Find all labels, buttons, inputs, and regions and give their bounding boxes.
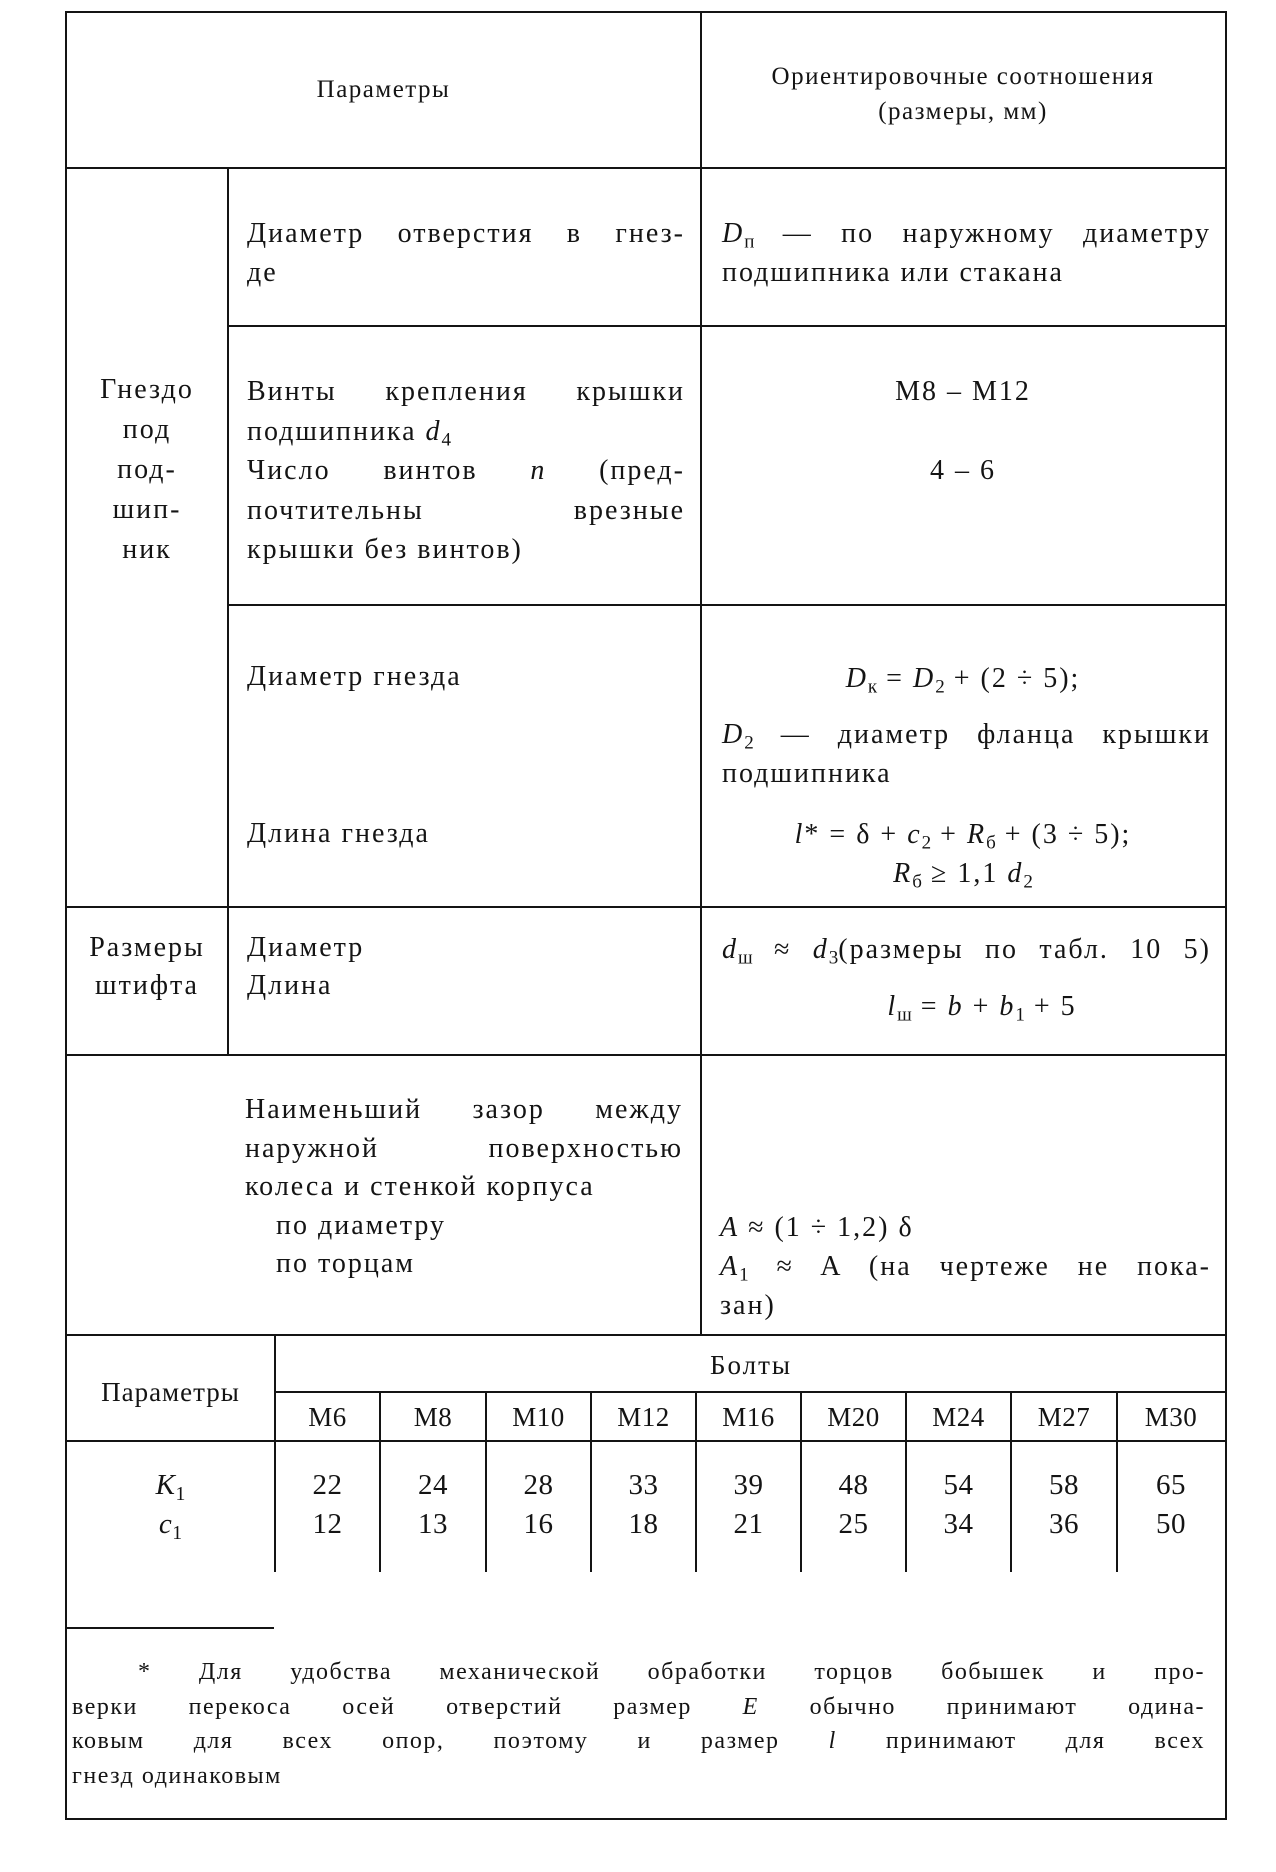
ratio-screw-size: M8 – M12 bbox=[895, 376, 1031, 407]
frame-bottom-border bbox=[65, 1818, 1227, 1820]
formula-sub: 1 bbox=[172, 1521, 183, 1544]
formula-line bbox=[720, 1247, 1211, 1286]
formula-var: A bbox=[720, 1251, 740, 1282]
formula-var: d bbox=[425, 415, 442, 447]
formula-text: (размеры по табл. 10 5) bbox=[838, 934, 1211, 965]
table2-row-symbol bbox=[66, 1467, 275, 1503]
bolt-size-header: M20 bbox=[827, 1402, 880, 1432]
param-text: Число винтов bbox=[247, 455, 531, 486]
ratio-bore-diameter bbox=[722, 214, 1211, 292]
param-line: наружной поверхностью bbox=[245, 1132, 683, 1164]
table2-bolts-header: Болты bbox=[709, 1350, 793, 1380]
table2-row-symbol bbox=[66, 1506, 275, 1542]
formula-var: l bbox=[887, 991, 898, 1022]
formula-text: = bbox=[877, 663, 913, 694]
footnote-line: гнезд одинаковым bbox=[72, 1763, 282, 1790]
formula-text: — по наружному диаметру bbox=[754, 218, 1211, 249]
formula-var: A bbox=[720, 1212, 740, 1243]
ratio-pin-length bbox=[722, 987, 1242, 1026]
formula-line bbox=[701, 815, 1225, 854]
formula-sub: п bbox=[744, 231, 755, 253]
table2-cell: 22 bbox=[312, 1469, 343, 1501]
formula-sub: 2 bbox=[1023, 871, 1033, 893]
param-pin bbox=[247, 929, 685, 1004]
formula-var: l bbox=[794, 819, 805, 850]
table1-row-rule-gap bbox=[65, 1334, 1227, 1336]
param-cover-screws bbox=[247, 372, 685, 570]
footnote-separator bbox=[65, 1627, 274, 1629]
formula-text: ≥ 1,1 bbox=[921, 858, 1008, 889]
formula-text: = bbox=[911, 991, 948, 1022]
group-label-line: под- bbox=[117, 454, 177, 485]
formula-text: + bbox=[931, 819, 967, 850]
footnote-text: обычно принимают одина- bbox=[758, 1693, 1205, 1720]
table1-row-rule-pin bbox=[65, 1054, 1227, 1056]
param-line: колеса и стенкой корпуса bbox=[245, 1171, 595, 1202]
formula-text: + 5 bbox=[1024, 991, 1077, 1022]
table2-cell: 13 bbox=[418, 1508, 448, 1540]
formula-sub: ш bbox=[897, 1004, 912, 1026]
formula-sub: 3 bbox=[828, 947, 839, 969]
formula-sub: ш bbox=[738, 947, 753, 969]
ratio-nest-diameter bbox=[701, 659, 1225, 699]
formula-sub: к bbox=[867, 676, 878, 698]
param-line: Диаметр отверстия в гнез- bbox=[247, 218, 685, 249]
table1-row-rule-nest bbox=[65, 906, 1227, 908]
ratio-nest-length bbox=[701, 815, 1225, 893]
formula-line bbox=[722, 930, 1211, 969]
table2-cell: 39 bbox=[733, 1469, 764, 1501]
formula-text: + (3 ÷ 5); bbox=[995, 819, 1132, 850]
formula-sub: б bbox=[912, 871, 922, 893]
table2-cell: 48 bbox=[838, 1469, 869, 1501]
formula-text: ≈ (1 ÷ 1,2) δ bbox=[739, 1212, 914, 1243]
formula-text: * = δ + bbox=[804, 819, 908, 850]
table2-cell: 28 bbox=[523, 1469, 554, 1501]
table2-params-header: Параметры bbox=[101, 1377, 240, 1407]
formula-sub: 2 bbox=[744, 732, 754, 754]
param-line: де bbox=[247, 257, 278, 288]
table2-cell: 24 bbox=[418, 1469, 448, 1501]
header-params: Параметры bbox=[316, 76, 451, 103]
formula-sub: б bbox=[986, 832, 996, 854]
param-line bbox=[247, 451, 685, 491]
bolt-size-header: M16 bbox=[722, 1402, 775, 1432]
formula-var: l bbox=[828, 1728, 837, 1755]
formula-text: ≈ A (на чертеже не пока- bbox=[748, 1251, 1211, 1282]
group-label-bearing-nest bbox=[66, 370, 228, 570]
formula-var: d bbox=[722, 934, 738, 965]
header-ratios-line: Ориентировочные соотношения bbox=[771, 63, 1155, 90]
param-nest-diameter: Диаметр гнезда bbox=[247, 661, 462, 692]
table2-cell: 12 bbox=[312, 1508, 343, 1540]
param-line: Диаметр bbox=[247, 932, 365, 963]
group-label-line: под bbox=[122, 414, 172, 445]
formula-text: + (2 ÷ 5); bbox=[944, 663, 1081, 694]
header-ratios bbox=[701, 59, 1225, 129]
formula-var: R bbox=[893, 858, 913, 889]
formula-var: b bbox=[947, 991, 964, 1022]
ratio-screw-count: 4 – 6 bbox=[930, 455, 996, 486]
formula-var: R bbox=[966, 819, 987, 850]
bolt-size-header: M27 bbox=[1037, 1402, 1091, 1432]
footnote-text: верки перекоса осей отверстий размер bbox=[72, 1693, 743, 1720]
param-line: Длина bbox=[247, 969, 333, 1001]
footnote-line bbox=[72, 1690, 1205, 1725]
bolt-size-header: M10 bbox=[512, 1402, 565, 1432]
formula-sub: 1 bbox=[1015, 1004, 1025, 1026]
table2-cell: 21 bbox=[733, 1508, 764, 1540]
formula-line: подшипника или стакана bbox=[722, 257, 1064, 288]
bolt-size-header: M12 bbox=[617, 1402, 670, 1432]
param-text: (пред- bbox=[546, 455, 685, 486]
table2-cell: 18 bbox=[628, 1508, 659, 1540]
ratio-flange-diameter bbox=[722, 715, 1211, 793]
formula-line bbox=[701, 659, 1225, 699]
footnote bbox=[72, 1655, 1205, 1794]
formula-sub: 1 bbox=[739, 1264, 749, 1286]
table2-cell: 58 bbox=[1049, 1469, 1079, 1501]
formula-line bbox=[722, 715, 1211, 754]
table2-header-rule bbox=[65, 1440, 1227, 1442]
formula-var: K bbox=[155, 1469, 176, 1501]
group-label-line: ник bbox=[122, 534, 172, 565]
formula-text: ≈ bbox=[752, 934, 813, 965]
param-text: подшипника bbox=[247, 415, 426, 447]
formula-line bbox=[722, 987, 1242, 1026]
table1-row-rule-screws bbox=[227, 604, 1227, 606]
formula-sub: 4 bbox=[441, 429, 452, 451]
param-line: почтительны врезные bbox=[247, 494, 685, 526]
param-line: по торцам bbox=[276, 1248, 415, 1279]
header-ratios-units: (размеры, мм) bbox=[878, 98, 1048, 125]
param-line: Винты крепления крышки bbox=[247, 376, 685, 407]
param-nest-length: Длина гнезда bbox=[247, 818, 430, 849]
formula-line bbox=[720, 1208, 1211, 1247]
formula-var: d bbox=[1007, 858, 1024, 889]
table2-cell: 50 bbox=[1156, 1508, 1186, 1540]
table1-column-divider-group bbox=[227, 167, 229, 1056]
table2-cell: 54 bbox=[943, 1469, 974, 1501]
table2-cell: 33 bbox=[628, 1469, 659, 1501]
formula-sub: 1 bbox=[175, 1482, 186, 1505]
footnote-text: принимают для всех bbox=[836, 1728, 1205, 1755]
table1-row-rule-bore bbox=[227, 325, 1227, 327]
formula-line bbox=[701, 854, 1225, 893]
formula-line: зан) bbox=[720, 1290, 776, 1321]
formula-var: n bbox=[530, 455, 547, 486]
table2-cell: 34 bbox=[943, 1508, 974, 1540]
table2-cell: 36 bbox=[1049, 1508, 1079, 1540]
param-line bbox=[247, 412, 685, 452]
param-line: Наименьший зазор между bbox=[245, 1094, 683, 1125]
frame-top-border bbox=[65, 11, 1227, 13]
formula-text: — диаметр фланца крышки bbox=[753, 719, 1211, 750]
frame-right-border bbox=[1225, 11, 1227, 1820]
formula-text: + bbox=[963, 991, 1000, 1022]
frame-left-border bbox=[65, 11, 67, 1820]
formula-var: D bbox=[845, 663, 868, 694]
table2-bolts-rule bbox=[274, 1391, 1227, 1393]
bolt-size-header: M8 bbox=[413, 1402, 453, 1432]
table2-cell: 25 bbox=[838, 1508, 869, 1540]
formula-var: b bbox=[999, 991, 1016, 1022]
param-line: по диаметру bbox=[276, 1209, 446, 1241]
group-label-pin bbox=[66, 929, 228, 1004]
param-clearance bbox=[245, 1091, 683, 1284]
formula-line bbox=[722, 214, 1211, 253]
table2-cell: 65 bbox=[1156, 1469, 1186, 1501]
bolt-size-header: M30 bbox=[1144, 1402, 1198, 1432]
formula-var: D bbox=[722, 218, 745, 249]
param-line: крышки без винтов) bbox=[247, 534, 523, 565]
group-label-line: Размеры bbox=[89, 932, 205, 963]
formula-var: c bbox=[907, 819, 922, 850]
formula-var: d bbox=[812, 934, 829, 965]
formula-var: D bbox=[722, 719, 745, 750]
formula-sub: 2 bbox=[935, 676, 945, 698]
footnote-line bbox=[72, 1724, 1205, 1759]
footnote-line: * Для удобства механической обработки торцов бобышек и про- bbox=[138, 1659, 1205, 1685]
group-label-line: шип- bbox=[112, 494, 182, 525]
bolt-size-header: M24 bbox=[932, 1402, 985, 1432]
group-label-line: Гнездо bbox=[100, 374, 194, 405]
ratio-clearance bbox=[720, 1208, 1211, 1325]
bolt-size-header: M6 bbox=[308, 1402, 347, 1432]
param-bore-diameter bbox=[247, 214, 685, 292]
formula-var: E bbox=[742, 1693, 759, 1720]
footnote-text: ковым для всех опор, поэтому и размер bbox=[72, 1728, 829, 1755]
group-label-line: штифта bbox=[95, 969, 199, 1001]
table2-cell: 16 bbox=[523, 1508, 554, 1540]
formula-sub: 2 bbox=[921, 832, 932, 854]
formula-var: D bbox=[912, 663, 936, 694]
table1-header-rule bbox=[65, 167, 1227, 169]
ratio-pin-diameter bbox=[722, 930, 1211, 969]
formula-var: c bbox=[158, 1508, 173, 1540]
formula-line: подшипника bbox=[722, 758, 892, 789]
